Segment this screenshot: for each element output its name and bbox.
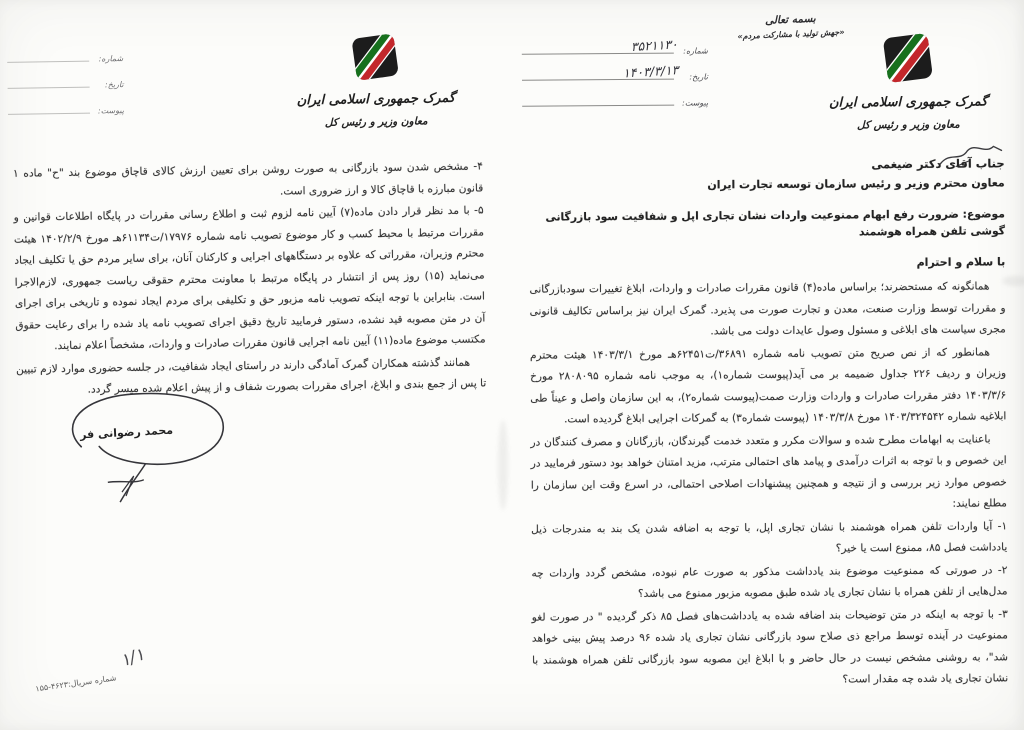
date-value-handwritten: ۱۴۰۳/۳/۱۳ xyxy=(622,62,679,81)
date-underline xyxy=(522,79,674,81)
date-underline xyxy=(8,87,90,89)
attachment-label: پیوست: xyxy=(97,106,125,116)
signature-scribble-icon xyxy=(40,382,252,515)
bismillah-text: بسمه تعالی xyxy=(764,12,816,27)
ref-number-row xyxy=(3,38,123,66)
ref-attachment-row xyxy=(518,82,708,109)
reference-block-blank xyxy=(3,38,124,118)
year-slogan: «جهش تولید با مشارکت مردم» xyxy=(737,27,845,42)
number-underline xyxy=(7,61,89,63)
page-fraction-handwritten: ۱/۱ xyxy=(117,644,148,672)
paragraph-2: همانطور که از نص صریح متن تصویب نامه شماره ۳۶۸۹۱/ت۶۲۴۵۱هـ مورخ ۱۴۰۳/۳/۱ هیئت محترم وزیران و ردیف ۲۲۶ جداول ضمیمه بر می آید(پیوست شماره۱)، به موجب نامه شماره ۲۸۰۸۰۹۵ مورخ ۱۴۰۳/۳/۶ دفتر مقررات صادرات و واردات وزارت صمت(پیوست شماره۲)، به این سازمان واصل و عیناً طی ابلاغیه شماره ۱۴۰۳/۳۲۴۵۴۲ مورخ ۱۴۰۳/۳/۸ (پیوست شماره۳) به گمرکات اجرایی ابلاغ گردیده است. xyxy=(529,345,1007,426)
number-underline xyxy=(522,53,674,55)
org-title: معاون وزیر و رئیس کل xyxy=(856,118,960,132)
customs-logo-icon xyxy=(875,25,941,91)
org-name: گمرک جمهوری اسلامی ایران xyxy=(296,90,456,109)
ref-date-row xyxy=(3,64,123,92)
signer-name: محمد رضوانی فر xyxy=(79,423,174,442)
letter-body-page1 xyxy=(529,156,1009,694)
salutation: با سلام و احترام xyxy=(916,255,1006,269)
ref-date-row xyxy=(518,56,708,83)
signature-block xyxy=(40,382,262,515)
attachment-label: پیوست: xyxy=(682,98,709,108)
addressee-title: معاون محترم وزیر و رئیس سازمان توسعه تجارت ایران xyxy=(707,176,1005,192)
org-title: معاون وزیر و رئیس کل xyxy=(324,115,428,129)
customs-logo-icon xyxy=(344,26,407,89)
org-name: گمرک جمهوری اسلامی ایران xyxy=(828,94,988,111)
reference-block xyxy=(518,30,709,109)
scan-smudge xyxy=(498,420,508,510)
number-label: شماره: xyxy=(683,46,708,56)
addressee-name: جناب آقای دکتر ضیغمی xyxy=(871,156,1005,172)
date-label: تاریخ: xyxy=(104,80,124,90)
ref-attachment-row xyxy=(4,90,124,118)
date-label: تاریخ: xyxy=(689,72,709,82)
question-item-3: ۳- با توجه به اینکه در متن توضیحات بند اضافه شده به یادداشت‌های فصل ۸۵ ذکر گردیده " در صورت لغو ممنوعیت در آینده توسط مراجع ذی صلاح سود بازرگانی نشان تجاری یاد شده ۹۶ درصد پیش بینی خواهد شد"، به روشنی مشخص نیست در حال حاضر و با ابلاغ این مصوبه سود بازرگانی تلفن همراه هوشمند با نشان تجاری یاد شده چه مقدار است؟ xyxy=(531,607,1009,686)
serial-number: شماره سریال:۴۶۲۳-۱۵۵ xyxy=(34,673,117,694)
letter-page-1 xyxy=(509,0,1024,730)
number-label: شماره: xyxy=(98,54,124,64)
subject-line: موضوع: ضرورت رفع ابهام ممنوعیت واردات نشان تجاری اپل و شفافیت سود بازرگانی گوشی تلفن همراه هوشمند xyxy=(545,207,1006,239)
scan-smudge xyxy=(1002,276,1024,286)
ref-number-row xyxy=(518,30,708,57)
number-value-handwritten: ۳۵۲۱۱۳۰ xyxy=(630,36,679,55)
paragraph-1: همانگونه که مستحضرند؛ براساس ماده(۴) قانون مقررات صادرات و واردات، ابلاغ تغییرات سودبازرگانی و مقررات توسط وزارت صنعت، معدن و تجارت صورت می پذیرد. گمرک ایران نیز براساس تکالیف قانونی مجری سیاست های ابلاغی و مسئول وصول عایدات دولت می باشد. xyxy=(529,280,1006,338)
question-item-4: ۴- مشخص شدن سود بازرگانی به صورت روشن برای تعیین ارزش کالای قاچاق موضوع بند "ح" ماده ۱ قانون مبارزه با قاچاق کالا و ارز ضروری است. xyxy=(12,160,484,198)
letter-body-page2 xyxy=(13,156,487,403)
question-item-2: ۲- در صورتی که ممنوعیت موضوع بند یادداشت مذکور به صورت عام نبوده، مشخص گردد واردات چه مدل‌هایی از تلفن همراه با نشان تجاری یاد شده طبق مصوبه مزبور ممنوع می باشد؟ xyxy=(531,563,1008,600)
letterhead xyxy=(828,24,989,131)
question-item-5: ۵- با مد نظر قرار دادن ماده(۷) آیین نامه لزوم ثبت و اطلاع رسانی مقررات در پایگاه اطلاعات قوانین و مقررات مرتبط با محیط کسب و کار موضوع تصویب نامه شماره ۱۷۹۷۶/ت۶۱۱۳۴هـ مورخ ۱۴۰۲/۲/۹ هیئت محترم وزیران، مقرراتی که علاوه بر دستگاههای اجرایی و کارکنان آنان، برای سایر مردم حق یا تکلیف ایجاد می‌نماید (۱۵) روز پس از انتشار در پایگاه مرتبط با معاونت محترم حقوقی ریاست جمهوری، لازم‌الاجرا است. بنابراین با توجه اینکه تصویب نامه مزبور حق و تکلیفی برای مردم ایجاد نموده و تاریخی برای اجرای آن در متن مصوبه قید نشده، دستور فرمایید تاریخ دقیق اجرای تصویب نامه یاد شده را برای رعایت حقوق مکتسب موضوع ماده(۱۱) آیین نامه اجرایی قانون مقررات صادرات و واردات، مشخصاً اعلام نمایند. xyxy=(13,204,486,353)
paragraph-3: باعنایت به ابهامات مطرح شده و سوالات مکرر و متعدد خدمت گیرندگان، بازرگانان و مصرف کنندگان در این خصوص و با توجه به اثرات درآمدی و پیامد های احتمالی مترتب، مزید امتنان خواهد بود دستور فرمایید در خصوص موارد زیر بررسی و از نتیجه و همچنین پیشنهادات اصلاحی احتمالی، در اسرع وقت این سازمان را مطلع نمایند: xyxy=(530,432,1008,510)
attachment-underline xyxy=(522,105,674,107)
closing-paragraph: همانند گذشته همکاران گمرک آمادگی دارند در راستای ایجاد شفافیت، در جلسه حضوری موارد لازم تبیین تا پس از جمع بندی و ابلاغ، اجرای مقررات بصورت شفاف و از پیش اعلام شده میسر گردد. xyxy=(15,356,487,396)
attachment-underline xyxy=(8,113,90,115)
question-item-1: ۱- آیا واردات تلفن همراه هوشمند با نشان تجاری اپل، با توجه به اضافه شدن یک بند به مندرجات ذیل یادداشت فصل ۸۵، ممنوع است یا خیر؟ xyxy=(531,519,1008,555)
letterhead xyxy=(295,25,457,130)
